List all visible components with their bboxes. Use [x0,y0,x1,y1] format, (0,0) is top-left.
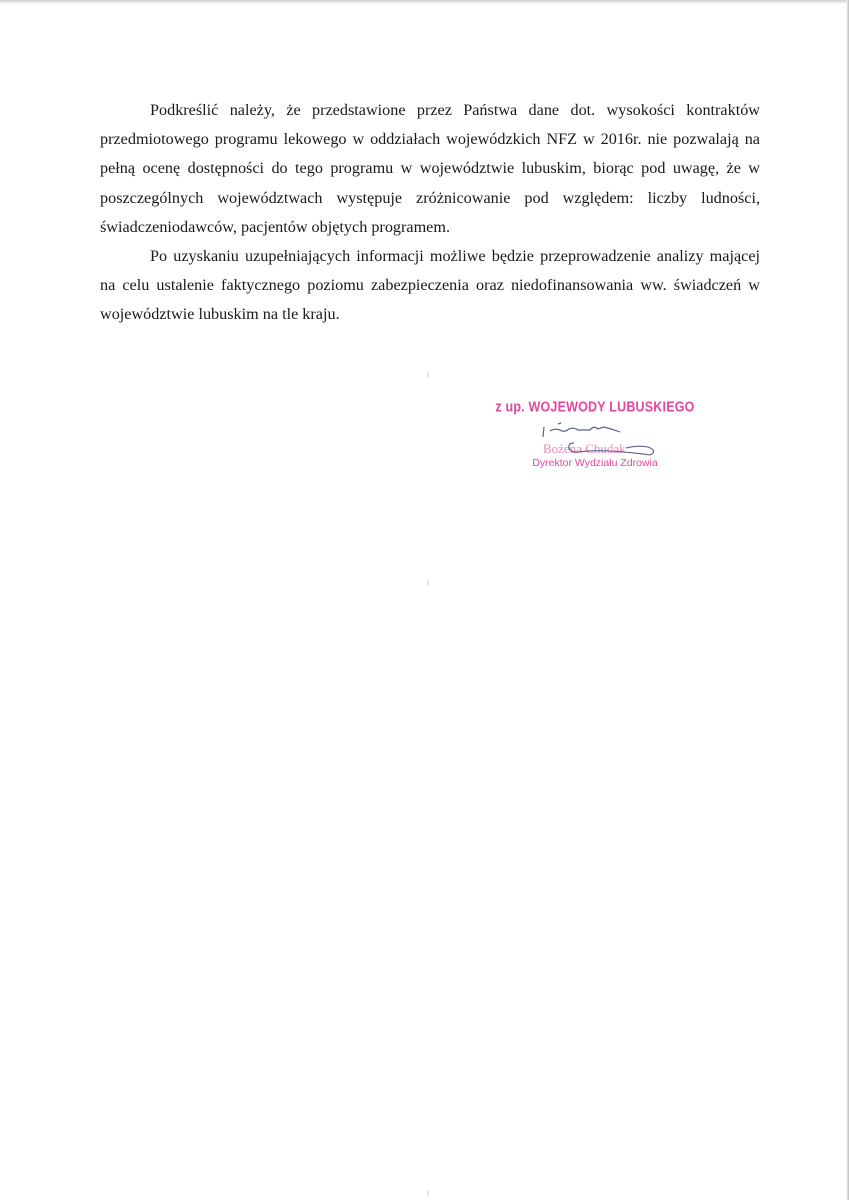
paragraph-1: Podkreślić należy, że przedstawione przez Państwa dane dot. wysokości kontraktów przedmiotowego programu lekowego w oddziałach wojewódzkich NFZ w 2016r. nie pozwalają na pełną ocenę dostępności do tego programu w województwie lubuskim, biorąc pod uwagę, że w poszczególnych województwach występuje zróżnicowanie pod względem: liczby ludności, świadczeniodawców, pacjentów objętych programem. [100,101,760,236]
stamp-signatory-name: Bożena Chudak [543,441,626,456]
letter-body [100,96,760,330]
stamp-authority: z up. WOJEWODY LUBUSKIEGO [495,398,695,416]
scan-artifact [427,372,429,378]
scan-artifact [427,1190,429,1196]
handwritten-signature [530,415,660,460]
stamp-signatory-title: Dyrektor Wydziału Zdrowia [532,457,658,469]
scan-top-edge [0,0,849,4]
scan-artifact [427,580,429,586]
paragraph-2: Po uzyskaniu uzupełniających informacji możliwe będzie przeprowadzenie analizy mającej na celu ustalenie faktycznego poziomu zabezpieczenia oraz niedofinansowania ww. świadczeń w województwie lubuskim na tle kraju. [100,247,760,324]
